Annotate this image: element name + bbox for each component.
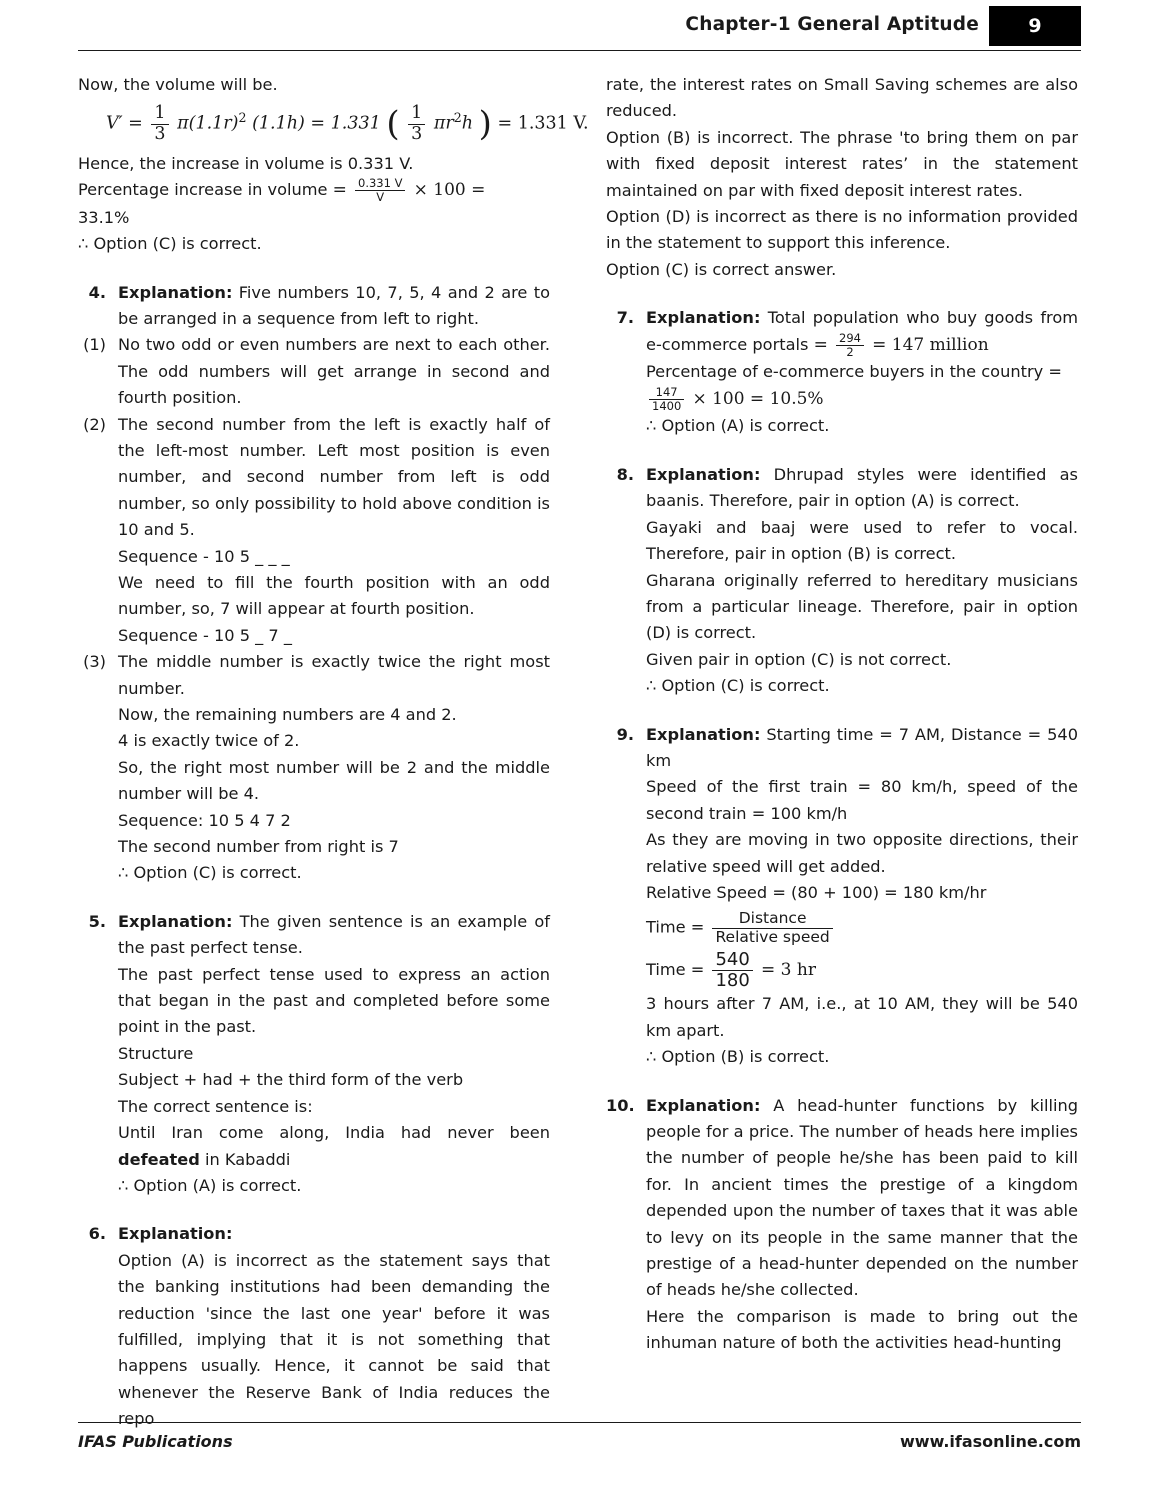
item-5-option-conclusion: ∴ Option (A) is correct. bbox=[118, 1175, 302, 1195]
option-c-conclusion-1: ∴ Option (C) is correct. bbox=[78, 234, 262, 254]
item-9-time-numerator-2: 540 bbox=[712, 950, 752, 971]
item-4-sub-2-number: (2) bbox=[83, 414, 106, 434]
item-9-relative-speed: Relative Speed = (80 + 100) = 180 km/hr bbox=[646, 882, 987, 902]
percentage-increase-suffix: × 100 = bbox=[413, 180, 486, 200]
item-5-line-1: The past perfect tense used to express an action that began in the past and completed before some point in the past. bbox=[118, 964, 550, 1037]
item-5-correct-sentence-heading: The correct sentence is: bbox=[118, 1096, 313, 1116]
explanation-item-8 bbox=[606, 462, 1078, 700]
page-header bbox=[0, 0, 1159, 58]
item-9-time-fraction-2 bbox=[712, 950, 752, 991]
item-9-body bbox=[646, 722, 1078, 1071]
item-4-sub-3-line-3: 4 is exactly twice of 2. bbox=[118, 731, 300, 751]
continuation-line-3: Option (D) is incorrect as there is no information provided in the statement to support this inference. bbox=[606, 207, 1078, 253]
item-10-line-1: Here the comparison is made to bring out the inhuman nature of both the activities head-hunting bbox=[646, 1306, 1078, 1353]
item-5-body bbox=[118, 909, 550, 1199]
item-4-sub-2-line-2: We need to fill the fourth position with an odd number, so, 7 will appear at fourth position. bbox=[118, 572, 550, 619]
item-10-label: Explanation: bbox=[646, 1095, 761, 1115]
right-column bbox=[606, 72, 1078, 1410]
item-4-body bbox=[118, 280, 550, 333]
item-9-text: Starting time = 7 AM, Distance = 540 km bbox=[646, 724, 1078, 770]
page-number-badge: 9 bbox=[989, 6, 1081, 46]
volume-formula-pi-part: π(1.1r) bbox=[177, 114, 239, 134]
explanation-item-6 bbox=[78, 1221, 550, 1432]
item-9-after-line-1: 3 hours after 7 AM, i.e., at 10 AM, they will be 540 km apart. bbox=[646, 994, 1078, 1040]
volume-formula-exponent: 2 bbox=[238, 110, 247, 126]
item-9-time-label-1: Time = bbox=[646, 917, 705, 937]
item-4-number: 4. bbox=[88, 282, 106, 302]
volume-formula-lhs: V′ = bbox=[106, 114, 143, 134]
right-paren: ) bbox=[478, 104, 492, 145]
hence-line: Hence, the increase in volume is 0.331 V. bbox=[78, 153, 414, 173]
item-6-line-1: Option (A) is incorrect as the statement says that the banking institutions had been demanding the reduction 'since the last one year' before it was fulfilled, implying that it is not something that happens usually. Hence, it cannot be said that whenever the Reserve Bank of India reduces the repo bbox=[118, 1250, 550, 1429]
item-7-eq1-numerator: 294 bbox=[836, 332, 864, 346]
item-7-eq1-denominator: 2 bbox=[846, 344, 854, 359]
item-8-option-conclusion: ∴ Option (C) is correct. bbox=[646, 676, 830, 696]
percentage-increase-numerator: 0.331 V bbox=[355, 177, 405, 191]
volume-formula-fraction-numerator: 1 bbox=[151, 104, 168, 125]
item-6-label: Explanation: bbox=[118, 1224, 233, 1244]
item-5-correct-sentence bbox=[118, 1120, 550, 1173]
item-4-sub-2-body bbox=[118, 412, 550, 650]
item-4-sub-2-line-1: The second number from the left is exactly half of the left-most number. Left most position is even number, and second number from left is odd number, so only possibility to hold above condition is 10 and 5. bbox=[118, 414, 550, 540]
publisher-name: IFAS Publications bbox=[78, 1432, 233, 1451]
item-8-line-1: Gayaki and baaj were used to refer to vocal. Therefore, pair in option (B) is correct. bbox=[646, 517, 1078, 564]
percentage-value: 33.1% bbox=[78, 207, 130, 227]
item-7-text: Total population who buy goods from e-commerce portals bbox=[646, 308, 1078, 354]
item-4-sub-3-line-5: The second number from right is 7 bbox=[118, 837, 399, 857]
volume-intro: Now, the volume will be. bbox=[78, 75, 278, 94]
item-4-sub-3-line-4: So, the right most number will be 2 and the middle number will be 4. bbox=[118, 757, 550, 804]
volume-formula-inner-denominator: 3 bbox=[411, 124, 423, 144]
item-7-percentage-line: Percentage of e-commerce buyers in the country = bbox=[646, 362, 1062, 382]
item-8-body bbox=[646, 462, 1078, 700]
volume-formula-rhs: = 1.331 V. bbox=[497, 114, 589, 134]
item-9-line-2: As they are moving in two opposite directions, their relative speed will get added. bbox=[646, 830, 1078, 876]
volume-formula bbox=[106, 103, 589, 145]
item-9-label: Explanation: bbox=[646, 724, 761, 744]
volume-formula-inner-rest: πr bbox=[433, 114, 454, 134]
percentage-increase-line bbox=[78, 177, 550, 205]
item-4-option-conclusion: ∴ Option (C) is correct. bbox=[118, 863, 302, 883]
page-footer bbox=[78, 1422, 1081, 1462]
item-9-time-fraction-1 bbox=[712, 910, 832, 946]
item-7-eq2-denominator: 1400 bbox=[652, 398, 682, 413]
chapter-title: Chapter-1 General Aptitude bbox=[685, 14, 979, 35]
item-9-time-label-2: Time = bbox=[646, 960, 705, 980]
item-9-line-1: Speed of the first train = 80 km/h, speed of the second train = 100 km/h bbox=[646, 777, 1078, 823]
item-10-text: A head-hunter functions by killing people for a price. The number of heads here implies the number of people he/she has been paid to kill for. In ancient times the prestige of a kingdom depended upon the number of taxes that it was able to levy on its people in the same manner that the prestige of a head-hunter depended on the number of heads he/she collected. bbox=[646, 1095, 1078, 1300]
item-5-text: The given sentence is an example of the past perfect tense. bbox=[118, 911, 550, 958]
continuation-line-2: Option (B) is incorrect. The phrase 'to bring them on par with fixed deposit interest rates’ in the statement maintained on par with fixed deposit interest rates. bbox=[606, 127, 1078, 200]
item-4-sub-2-sequence-2: Sequence - 10 5 _ 7 _ bbox=[118, 625, 292, 645]
item-4-text: Five numbers 10, 7, 5, 4 and 2 are to be arranged in a sequence from left to right. bbox=[118, 282, 550, 328]
item-6-number: 6. bbox=[88, 1224, 106, 1244]
item-5-structure-formula: Subject + had + the third form of the verb bbox=[118, 1070, 464, 1090]
item-4-sub-1-body bbox=[118, 332, 550, 411]
item-8-line-3: Given pair in option (C) is not correct. bbox=[646, 649, 952, 669]
website-url[interactable]: www.ifasonline.com bbox=[900, 1432, 1081, 1451]
item-4-sub-3 bbox=[78, 649, 550, 887]
item-9-time-numerator-1: Distance bbox=[712, 910, 832, 928]
content-columns bbox=[78, 72, 1081, 1429]
item-8-line-2: Gharana originally referred to hereditary musicians from a particular lineage. Therefore, pair in option (D) is correct. bbox=[646, 570, 1078, 643]
explanation-item-7 bbox=[606, 305, 1078, 440]
item-4-sub-1-line-1: No two odd or even numbers are next to each other. The odd numbers will get arrange in second and fourth position. bbox=[118, 335, 550, 408]
explanation-item-10 bbox=[606, 1093, 1078, 1357]
item-7-body bbox=[646, 305, 1078, 440]
item-4-sub-3-number: (3) bbox=[83, 652, 106, 672]
item-5-label: Explanation: bbox=[118, 911, 233, 931]
item-5-sentence-bold: defeated bbox=[118, 1149, 200, 1169]
explanation-item-5 bbox=[78, 909, 550, 1199]
percentage-increase-equals: = bbox=[332, 180, 347, 200]
item-7-eq2-numerator: 147 bbox=[649, 386, 684, 400]
item-4-sub-3-body bbox=[118, 649, 550, 887]
volume-formula-mid: (1.1h) = 1.331 bbox=[252, 114, 381, 134]
item-4-sub-2 bbox=[78, 412, 550, 650]
item-9-time-formula-2 bbox=[646, 950, 1078, 991]
item-8-number: 8. bbox=[616, 464, 634, 484]
item-9-time-denominator-1: Relative speed bbox=[715, 927, 830, 946]
item-4-sub-1 bbox=[78, 332, 550, 411]
item-8-text: Dhrupad styles were identified as baanis. Therefore, pair in option (A) is correct. bbox=[646, 464, 1078, 511]
item-9-time-formula-1 bbox=[646, 910, 1078, 946]
item-8-label: Explanation: bbox=[646, 464, 761, 484]
left-column bbox=[78, 72, 589, 1429]
item-4-sub-1-number: (1) bbox=[83, 335, 106, 355]
footer-divider bbox=[78, 1422, 1081, 1423]
percentage-increase-fraction bbox=[355, 177, 405, 204]
item-9-time-rhs-2: = 3 hr bbox=[761, 960, 816, 981]
item-10-body bbox=[646, 1093, 1078, 1357]
volume-formula-fraction bbox=[151, 104, 168, 144]
item-7-option-conclusion: ∴ Option (A) is correct. bbox=[646, 416, 830, 436]
item-7-label: Explanation: bbox=[646, 308, 761, 328]
item-7-eq1-rhs: = 147 million bbox=[872, 334, 989, 355]
volume-formula-inner-exponent: 2 bbox=[453, 110, 462, 126]
item-5-sentence-suffix: in Kabaddi bbox=[199, 1149, 291, 1169]
item-4-sub-2-sequence-1: Sequence - 10 5 _ _ _ bbox=[118, 546, 290, 566]
volume-formula-inner-h: h bbox=[461, 114, 474, 134]
item-5-number: 5. bbox=[88, 911, 106, 931]
item-7-eq2-fraction bbox=[649, 386, 684, 413]
item-5-structure-heading: Structure bbox=[118, 1043, 194, 1063]
percentage-increase-prefix: Percentage increase in volume bbox=[78, 180, 328, 199]
left-paren: ( bbox=[386, 104, 400, 145]
item-7-number: 7. bbox=[616, 308, 634, 328]
item-9-time-denominator-2: 180 bbox=[715, 970, 750, 992]
item-7-eq1-fraction bbox=[836, 332, 864, 359]
item-9-option-conclusion: ∴ Option (B) is correct. bbox=[646, 1047, 830, 1067]
item-4-sub-3-line-2: Now, the remaining numbers are 4 and 2. bbox=[118, 705, 457, 725]
continuation-line-4: Option (C) is correct answer. bbox=[606, 259, 837, 279]
item-4-sub-3-sequence: Sequence: 10 5 4 7 2 bbox=[118, 810, 291, 830]
item-6-body bbox=[118, 1221, 550, 1432]
item-10-number: 10. bbox=[606, 1095, 635, 1115]
item-4-sub-3-line-1: The middle number is exactly twice the right most number. bbox=[118, 652, 550, 698]
continuation-line-1: rate, the interest rates on Small Saving schemes are also reduced. bbox=[606, 75, 1078, 121]
explanation-item-9 bbox=[606, 722, 1078, 1071]
item-7-eq1-equals: = bbox=[813, 334, 828, 355]
header-divider bbox=[78, 50, 1081, 51]
volume-formula-fraction-denominator: 3 bbox=[154, 124, 166, 144]
item-9-number: 9. bbox=[616, 724, 634, 744]
item-7-eq2-rhs: × 100 = 10.5% bbox=[692, 388, 824, 409]
item-7-eq2 bbox=[646, 386, 1078, 414]
explanation-item-4 bbox=[78, 280, 550, 333]
item-5-sentence-prefix: Until Iran come along, India had never been bbox=[118, 1123, 550, 1143]
volume-formula-inner-fraction bbox=[408, 104, 425, 144]
item-4-label: Explanation: bbox=[118, 282, 233, 302]
volume-formula-inner-numerator: 1 bbox=[408, 104, 425, 125]
percentage-increase-denominator: V bbox=[376, 190, 385, 204]
